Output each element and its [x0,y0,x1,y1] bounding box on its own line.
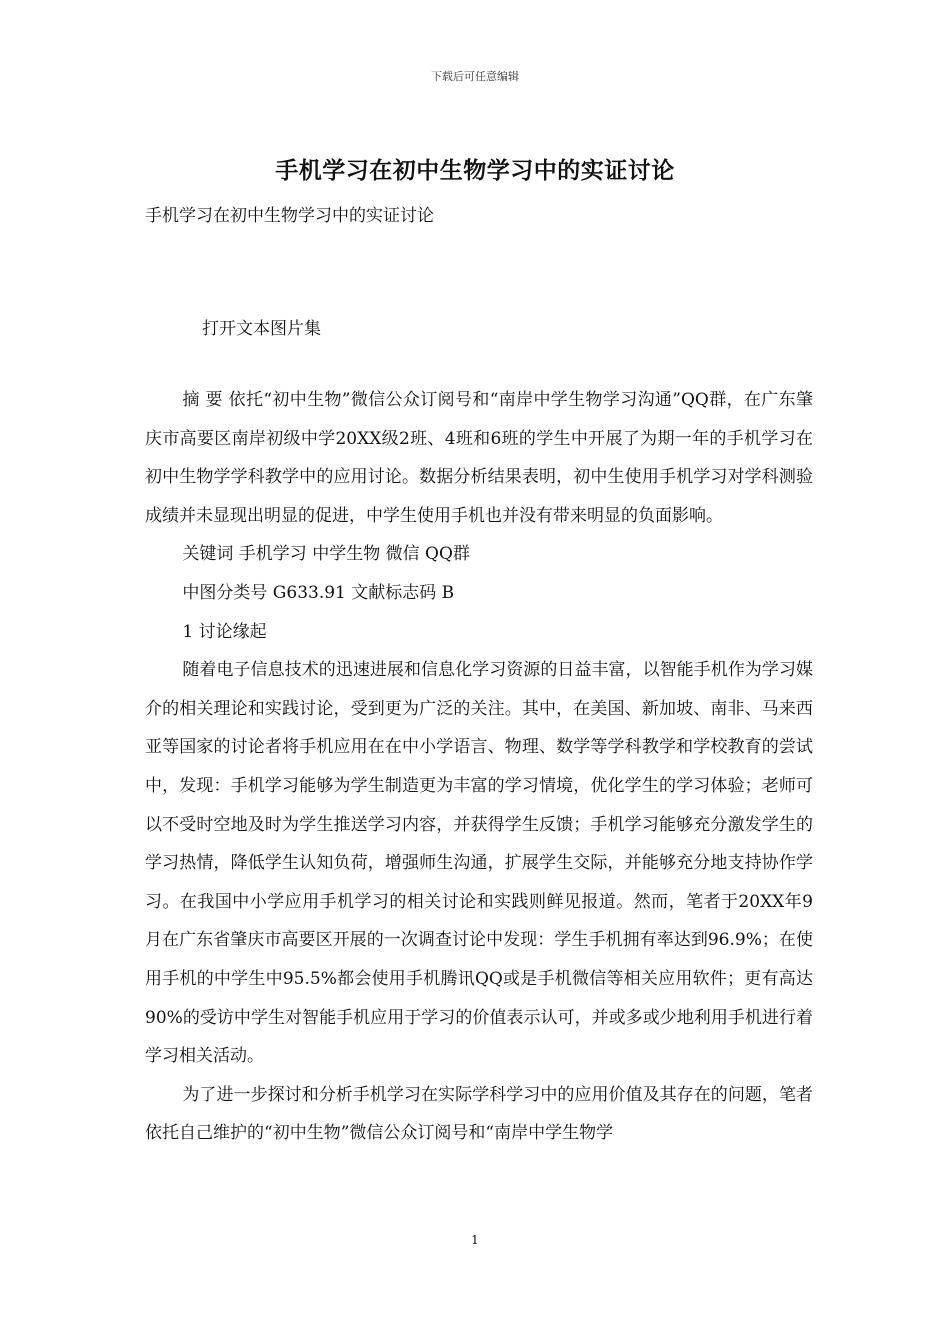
abstract-paragraph: 摘 要 依托“初中生物”微信公众订阅号和“南岸中学生物学习沟通”QQ群，在广东肇庆市高要区南岸初级中学20XX级2班、4班和6班的学生中开展了为期一年的手机学习在初中生物学学科教学中的应用讨论。数据分析结果表明，初中生使用手机学习对学科测验成绩并未显现出明显的促进，中学生使用手机也并没有带来明显的负面影响。 [145,390,813,526]
body-paragraph: 为了进一步探讨和分析手机学习在实际学科学习中的应用价值及其存在的问题，笔者依托自己维护的“初中生物”微信公众订阅号和“南岸中学生物学 [145,1084,813,1144]
header-note: 下载后可任意编辑 [431,70,519,83]
section-heading: 1 讨论缘起 [182,621,267,642]
open-image-gallery-link[interactable]: 打开文本图片集 [202,319,321,339]
keywords-line: 关键词 手机学习 中学生物 微信 QQ群 [182,544,470,565]
document-subtitle: 手机学习在初中生物学习中的实证讨论 [145,206,434,226]
page-number: 1 [471,1233,479,1247]
classification-line: 中图分类号 G633.91 文献标志码 B [182,582,455,603]
article-body [145,381,813,1153]
body-paragraph: 随着电子信息技术的迅速进展和信息化学习资源的日益丰富，以智能手机作为学习媒介的相关理论和实践讨论，受到更为广泛的关注。其中，在美国、新加坡、南非、马来西亚等国家的讨论者将手机应用在在中小学语言、物理、数学等学科教学和学校教育的尝试中，发现：手机学习能够为学生制造更为丰富的学习情境，优化学生的学习体验；老师可以不受时空地及时为学生推送学习内容，并获得学生反馈；手机学习能够充分激发学生的学习热情，降低学生认知负荷，增强师生沟通，扩展学生交际，并能够充分地支持协作学习。在我国中小学应用手机学习的相关讨论和实践则鲜见报道。然而，笔者于20XX年9月在广东省肇庆市高要区开展的一次调查讨论中发现：学生手机拥有率达到96.9%；在使用手机的中学生中95.5%都会使用手机腾讯QQ或是手机微信等相关应用软件；更有高达90%的受访中学生对智能手机应用于学习的价值表示认可，并或多或少地利用手机进行着学习相关活动。 [145,660,813,1067]
document-title: 手机学习在初中生物学习中的实证讨论 [275,157,675,184]
